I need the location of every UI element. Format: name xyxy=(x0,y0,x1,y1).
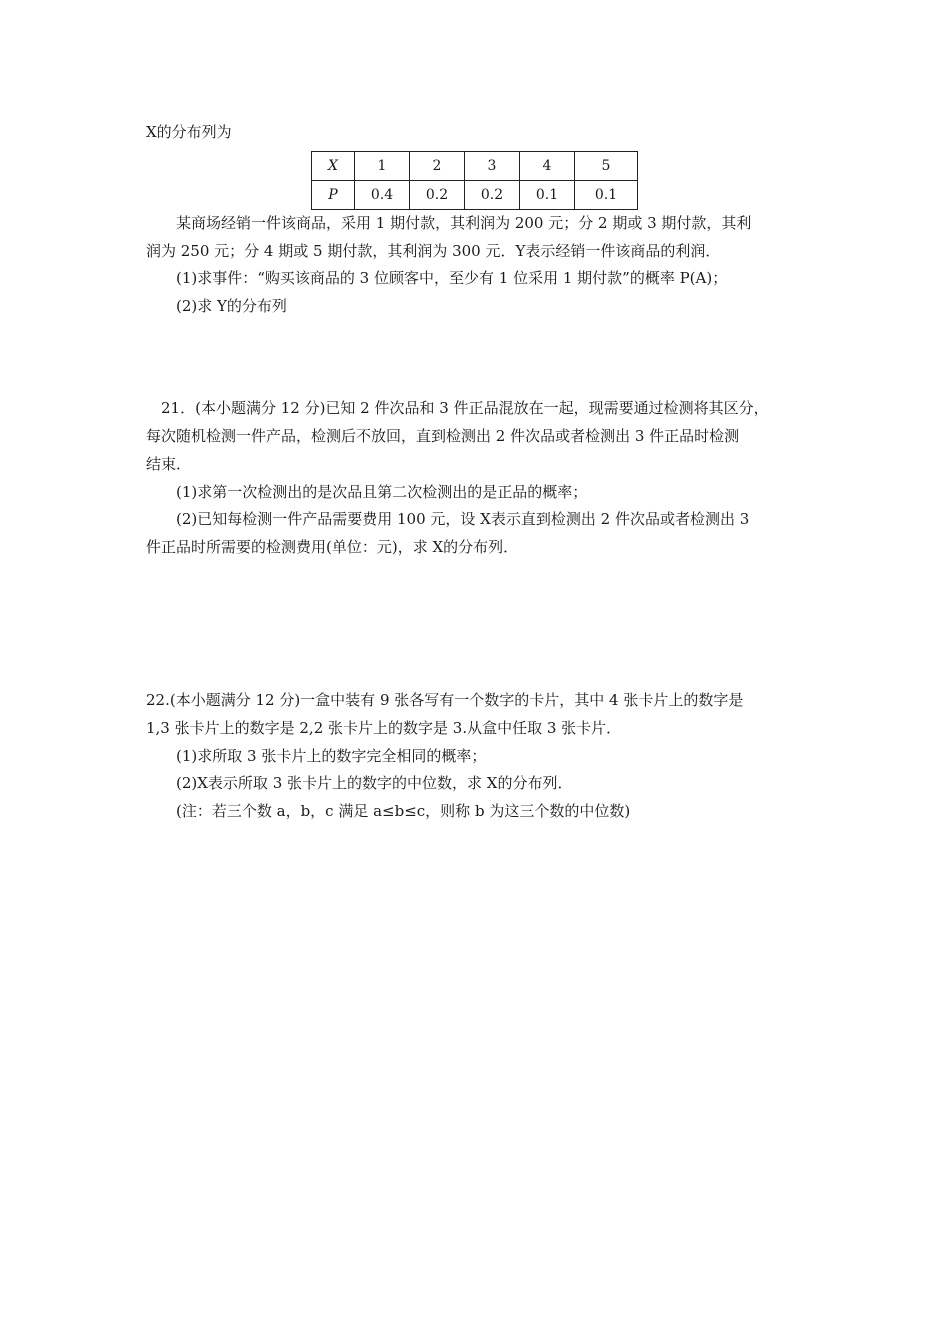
q21-text-line-2: 每次随机检测一件产品，检测后不放回，直到检测出 2 件次品或者检测出 3 件正品时检测 xyxy=(146,427,740,445)
table-row xyxy=(312,152,638,181)
table-cell: 0.4 xyxy=(355,181,410,210)
q21-text-line-3: 结束． xyxy=(146,455,192,473)
q21-part-1: (1)求第一次检测出的是次品且第二次检测出的是正品的概率； xyxy=(176,483,588,501)
q21-text-line-1: 21．(本小题满分 12 分)已知 2 件次品和 3 件正品混放在一起，现需要通过检测将其区分， xyxy=(161,399,769,417)
table-cell: 3 xyxy=(465,152,520,181)
table-cell: 4 xyxy=(520,152,575,181)
table-cell: 0.2 xyxy=(465,181,520,210)
table-cell: 1 xyxy=(355,152,410,181)
q22-note: (注：若三个数 a，b，c 满足 a≤b≤c，则称 b 为这三个数的中位数) xyxy=(176,802,631,820)
q20-text-line-2: 润为 250 元；分 4 期或 5 期付款，其利润为 300 元．Y表示经销一件该商品的利润． xyxy=(146,242,721,260)
q20-part-1: (1)求事件：“购买该商品的 3 位顾客中，至少有 1 位采用 1 期付款”的概率 P(A)； xyxy=(176,269,728,287)
q22-part-2: (2)X表示所取 3 张卡片上的数字的中位数，求 X的分布列． xyxy=(176,774,573,792)
q22-text-line-1: 22.(本小题满分 12 分)一盒中装有 9 张各写有一个数字的卡片，其中 4 张卡片上的数字是 xyxy=(146,691,744,709)
table-cell: 0.1 xyxy=(520,181,575,210)
q20-part-2: (2)求 Y的分布列 xyxy=(176,297,287,315)
table-cell: 2 xyxy=(410,152,465,181)
q22-text-line-2: 1,3 张卡片上的数字是 2,2 张卡片上的数字是 3.从盒中任取 3 张卡片． xyxy=(146,719,622,737)
distribution-table xyxy=(311,151,638,210)
table-cell: 0.2 xyxy=(410,181,465,210)
table-cell: X xyxy=(312,152,355,181)
table-cell: P xyxy=(312,181,355,210)
table-cell: 5 xyxy=(575,152,638,181)
q20-text-line-1: 某商场经销一件该商品，采用 1 期付款，其利润为 200 元；分 2 期或 3 期付款，其利 xyxy=(176,214,752,232)
table-cell: 0.1 xyxy=(575,181,638,210)
q22-part-1: (1)求所取 3 张卡片上的数字完全相同的概率； xyxy=(176,747,487,765)
q21-part-2-line-1: (2)已知每检测一件产品需要费用 100 元，设 X表示直到检测出 2 件次品或者检测出 3 xyxy=(176,510,750,528)
table-row xyxy=(312,181,638,210)
q21-part-2-line-2: 件正品时所需要的检测费用(单位：元)，求 X的分布列． xyxy=(146,538,519,556)
distribution-intro: X的分布列为 xyxy=(146,123,232,141)
